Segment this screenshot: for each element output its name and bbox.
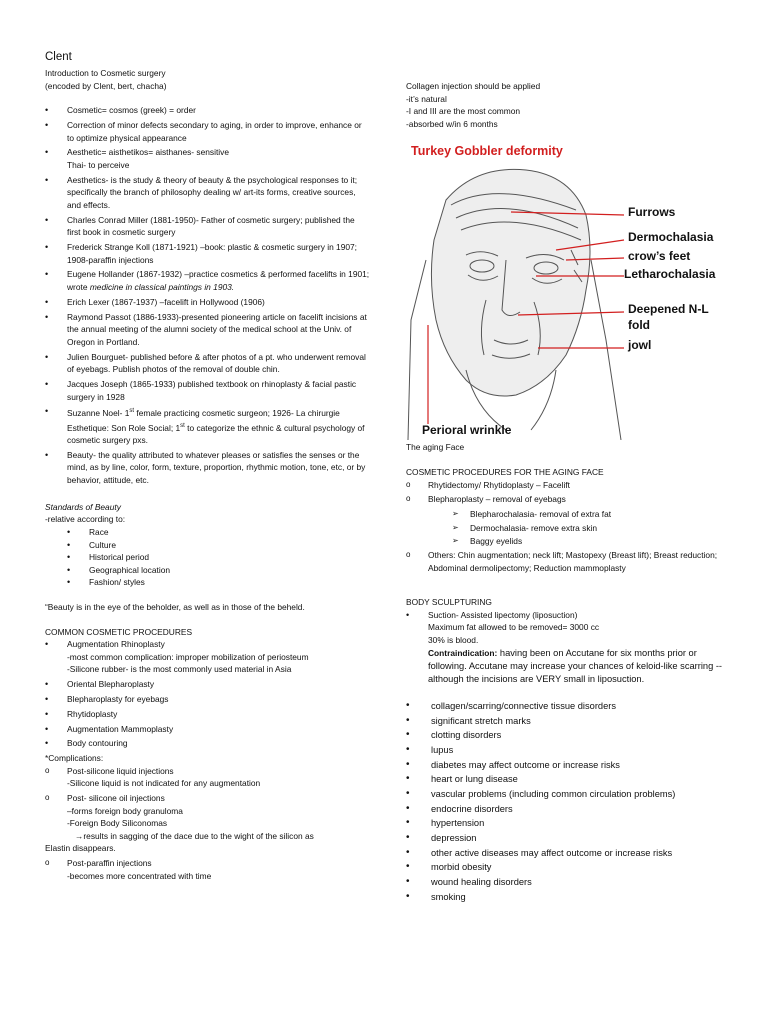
common-procedures-list bbox=[45, 638, 370, 750]
list-item: o Others: Chin augmentation; neck lift; Mastopexy (Breast lift); Breast reduction; Abdominal dermolipectomy; Reduction mammoplasty bbox=[406, 549, 736, 574]
body-sculpturing-heading: BODY SCULPTURING bbox=[406, 597, 492, 608]
collagen-line: -I and III are the most common bbox=[406, 106, 521, 117]
list-item: • Correction of minor defects secondary to aging, in order to improve, enhance or to optimize physical appearance bbox=[45, 119, 370, 144]
list-item: • Raymond Passot (1886-1933)-presented pioneering article on facelift incisions at the annual meeting of the alumni society of the medical school at the Univ. of Oregon in Portland. bbox=[45, 311, 370, 349]
list-item: • Frederick Strange Koll (1871-1921) –book: plastic & cosmetic surgery in 1907; 1908-paraffin injections bbox=[45, 241, 370, 266]
list-item: • Suction- Assisted lipectomy (liposuction) Maximum fat allowed to be removed= 3000 cc 30% is blood. Contraindication: having been on Accutane for six months prior or following. Accutane may increase your chances of keloid-like scarring -- although the incisions are VERY small in liposuction. bbox=[406, 609, 736, 686]
list-item: • collagen/scarring/connective tissue disorders bbox=[406, 700, 736, 713]
list-item: • Race bbox=[67, 526, 370, 539]
list-item: • hypertension bbox=[406, 817, 736, 830]
list-item: • diabetes may affect outcome or increase risks bbox=[406, 759, 736, 772]
list-item: • Culture bbox=[67, 539, 370, 552]
author-name: Clent bbox=[45, 51, 72, 63]
list-item: o Rhytidectomy/ Rhytidoplasty – Facelift bbox=[406, 479, 736, 492]
list-item: • Jacques Joseph (1865-1933) published textbook on rhinoplasty & facial pastic surgery in 1928 bbox=[45, 378, 370, 403]
contraindication-text: having been on Accutane for six months prior or following. Accutane may increase your chances of keloid-like scarring -- although the incisions are VERY small in liposuction. bbox=[428, 647, 723, 684]
list-item: ➢ Blepharochalasia- removal of extra fat bbox=[452, 508, 736, 521]
body-sculpturing-list bbox=[406, 609, 736, 686]
list-item: o Post-paraffin injections -becomes more concentrated with time bbox=[45, 857, 370, 882]
complications-heading: *Complications: bbox=[45, 753, 104, 764]
list-item: • Augmentation Mammoplasty bbox=[45, 723, 370, 736]
list-item: ➢ Dermochalasia- remove extra skin bbox=[452, 522, 736, 535]
label-crows-feet: crow’s feet bbox=[628, 249, 691, 264]
thai-line: Thai- to perceive bbox=[67, 159, 130, 170]
list-item: • Fashion/ styles bbox=[67, 576, 370, 589]
standards-heading: Standards of Beauty bbox=[45, 501, 121, 512]
blepharoplasty-sublist bbox=[406, 508, 736, 548]
list-item: • Rhytidoplasty bbox=[45, 708, 370, 721]
aging-procedures-heading: COSMETIC PROCEDURES FOR THE AGING FACE bbox=[406, 466, 604, 477]
list-item: • depression bbox=[406, 832, 736, 845]
list-item: • Aesthetic= aisthetikos= aisthanes- sensitive Thai- to perceive bbox=[45, 146, 370, 171]
list-item: ➢ Baggy eyelids bbox=[452, 535, 736, 548]
common-procedures-heading: COMMON COSMETIC PROCEDURES bbox=[45, 626, 193, 637]
label-dermochalasia: Dermochalasia bbox=[628, 230, 714, 245]
list-item: o Post-silicone liquid injections -Silicone liquid is not indicated for any augmentation bbox=[45, 765, 370, 790]
list-item: • heart or lung disease bbox=[406, 773, 736, 786]
list-item: • Geographical location bbox=[67, 564, 370, 577]
collagen-line: -it’s natural bbox=[406, 93, 447, 104]
label-perioral-wrinkle: Perioral wrinkle bbox=[422, 423, 512, 438]
list-item: • morbid obesity bbox=[406, 861, 736, 874]
list-item: • wound healing disorders bbox=[406, 876, 736, 889]
list-item: • Aesthetics- is the study & theory of beauty & the psychological responses to it; specifically the branch of philosophy dealing w/ art-its forms, creative sources, and effects. bbox=[45, 174, 370, 212]
left-column bbox=[45, 50, 370, 885]
list-item: • vascular problems (including common circulation problems) bbox=[406, 788, 736, 801]
label-furrows: Furrows bbox=[628, 205, 676, 220]
aging-face-figure bbox=[406, 140, 736, 440]
label-deepened-nl: Deepened N-L bbox=[628, 302, 709, 317]
list-item: • smoking bbox=[406, 891, 736, 904]
label-fold: fold bbox=[628, 318, 650, 333]
right-column bbox=[406, 80, 736, 905]
label-jowl: jowl bbox=[628, 338, 652, 353]
face-sketch-illustration bbox=[406, 140, 736, 440]
figure-caption: The aging Face bbox=[406, 442, 465, 453]
list-item: • Eugene Hollander (1867-1932) –practice cosmetics & performed facelifts in 1901; wrote medicine in classical paintings in 1903. bbox=[45, 268, 370, 293]
list-item: • Historical period bbox=[67, 551, 370, 564]
figure-title: Turkey Gobbler deformity bbox=[411, 144, 563, 159]
contraindications-list bbox=[406, 700, 736, 904]
list-item: • Suzanne Noel- 1st female practicing cosmetic surgeon; 1926- La chirurgie Esthetique: Son Role Social; 1st to categorize the ethnic & cultural psychology of cosmetic surgery pxs. bbox=[45, 405, 370, 446]
encoded-by: (encoded by Clent, bert, chacha) bbox=[45, 80, 167, 91]
collagen-heading: Collagen injection should be applied bbox=[406, 81, 541, 91]
list-item: • Charles Conrad Miller (1881-1950)- Father of cosmetic surgery; published the first book in cosmetic surgery bbox=[45, 214, 370, 239]
collagen-line: -absorbed w/in 6 months bbox=[406, 118, 498, 129]
list-item: • clotting disorders bbox=[406, 729, 736, 742]
list-item: • lupus bbox=[406, 744, 736, 757]
doc-title: Introduction to Cosmetic surgery bbox=[45, 68, 166, 78]
list-item: • endocrine disorders bbox=[406, 803, 736, 816]
list-item: • Augmentation Rhinoplasty -most common complication: improper mobilization of periosteum -Silicone rubber- is the most commonly used material in Asia bbox=[45, 638, 370, 676]
contraindication-label: Contraindication: bbox=[428, 647, 498, 658]
other-procedures-list bbox=[406, 549, 736, 574]
list-item: • Julien Bourguet- published before & after photos of a pt. who underwent removal of eyebags. Publish photos of the removal of double chin. bbox=[45, 351, 370, 376]
list-item: • Erich Lexer (1867-1937) –facelift in Hollywood (1906) bbox=[45, 296, 370, 309]
list-item: • Blepharoplasty for eyebags bbox=[45, 693, 370, 706]
intro-bullet-list bbox=[45, 104, 370, 486]
list-item: • significant stretch marks bbox=[406, 715, 736, 728]
standards-intro: -relative according to: bbox=[45, 514, 126, 525]
list-item: • Body contouring bbox=[45, 737, 370, 750]
list-item: o Blepharoplasty – removal of eyebags bbox=[406, 493, 736, 506]
list-item: • Cosmetic= cosmos (greek) = order bbox=[45, 104, 370, 117]
standards-list bbox=[45, 526, 370, 589]
label-letharochalasia: Letharochalasia bbox=[624, 267, 716, 282]
list-item: o Post- silicone oil injections –forms foreign body granuloma -Foreign Body Siliconomas →results in sagging of the dace due to the wight of the silicon as Elastin disappears. bbox=[45, 792, 370, 855]
list-item: • Oriental Blepharoplasty bbox=[45, 678, 370, 691]
beauty-quote: “Beauty is in the eye of the beholder, as well as in those of the beheld. bbox=[45, 602, 305, 612]
list-item: • Beauty- the quality attributed to whatever pleases or satisfies the senses or the mind, as by line, color, form, texture, proportion, rhythmic motion, tone, etc, or by behavior, attitude, etc. bbox=[45, 449, 370, 487]
list-item: • other active diseases may affect outcome or increase risks bbox=[406, 847, 736, 860]
complications-list bbox=[45, 765, 370, 883]
aging-procedures-list bbox=[406, 479, 736, 506]
